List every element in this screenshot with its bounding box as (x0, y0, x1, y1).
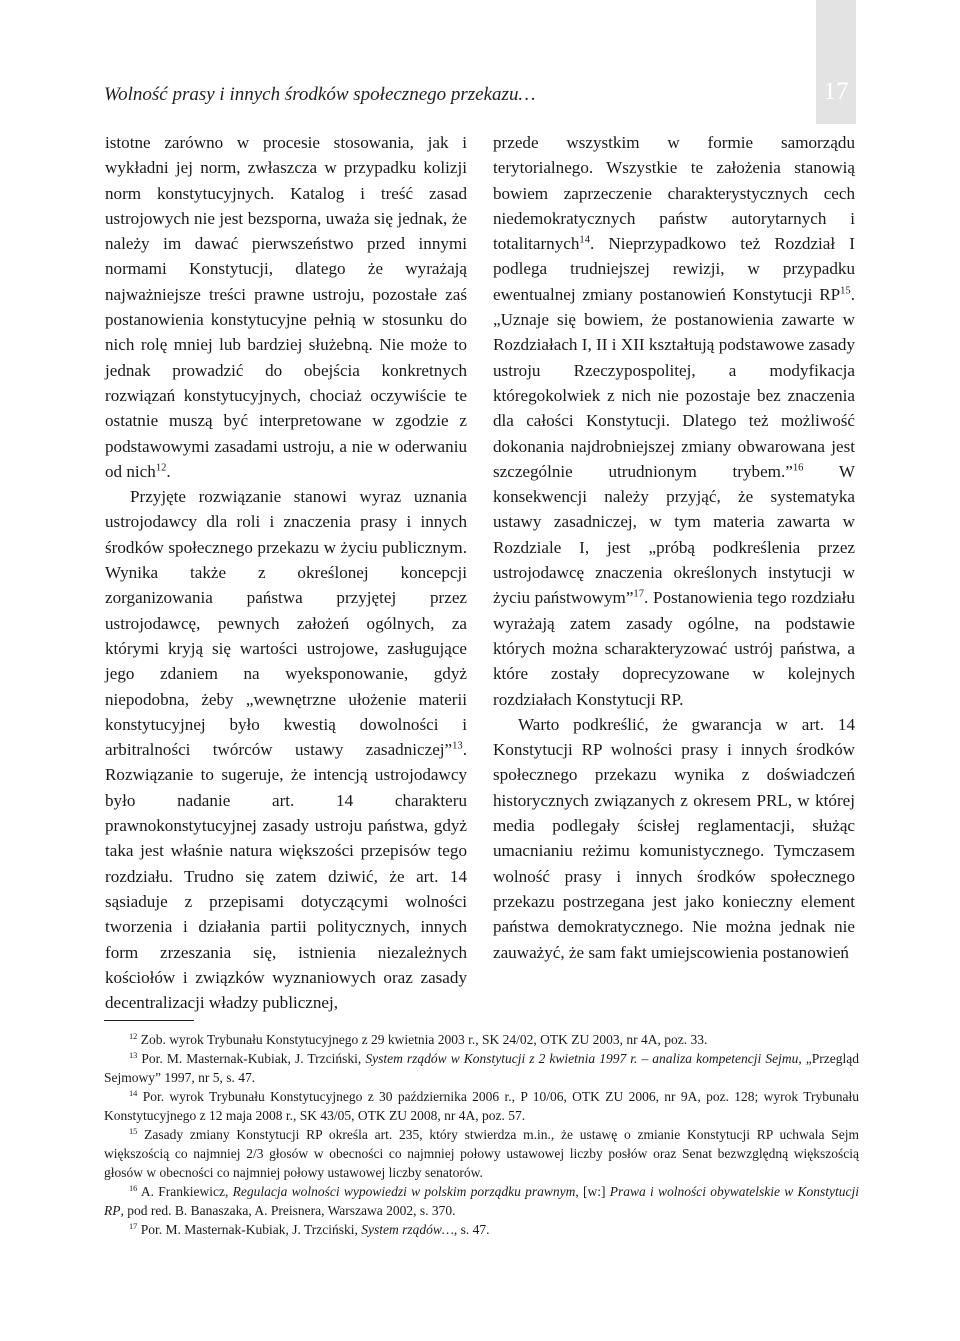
footnote-ref: 12 (155, 462, 167, 474)
running-header: Wolność prasy i innych środków społecznego przekazu… (104, 84, 536, 105)
italic-title: System rządów… (361, 1222, 454, 1237)
text-run: Por. M. Masternak-Kubiak, J. Trzciński, (137, 1051, 366, 1066)
text-run: , [w:] (575, 1184, 610, 1199)
text-run: Warto podkreślić, że gwarancja w art. 14 Konstytucji RP wolności prasy i innych środków społecznego przekazu wynika z doświadczeń historycznych związanych z okresem PRL, w której media podlegały ścisłej reglamentacji, służąc umacnianiu reżimu komunistycznego. Tymczasem wolność prasy i innych środków społecznego przekazu postrzegana jest jako konieczny element państwa demokratycznego. Nie można jednak nie zauważyć, że sam fakt umiejscowienia postanowień (493, 714, 855, 962)
footnote-number: 14 (129, 1088, 138, 1098)
text-run: , pod red. B. Banaszaka, A. Preisnera, Warszawa 2002, s. 370. (120, 1203, 456, 1218)
text-run: Por. wyrok Trybunału Konstytucyjnego z 30 października 2006 r., P 10/06, OTK ZU 2006, nr 9A, poz. 128; wyrok Trybunału Konstytucyjnego z 12 maja 2008 r., SK 43/05, OTK ZU 2008, nr 4A, poz. 57. (104, 1089, 859, 1123)
footnote-17 (104, 1220, 859, 1239)
paragraph (493, 130, 855, 712)
footnote-ref: 14 (579, 234, 590, 246)
text-run: przede wszystkim w formie samorządu terytorialnego. Wszystkie te założenia stanowią bowiem zaprzeczenie charakterystycznych cech niedemokratycznych państw autorytarnych i totalitarnych (493, 133, 855, 254)
footnote-16 (104, 1182, 859, 1220)
text-run: Przyjęte rozwiązanie stanowi wyraz uznania ustrojodawcy dla roli i znaczenia prasy i innych środków społecznego przekazu w życiu publicznym. Wynika także z określonej koncepcji zorganizowania państwa przyjętej przez ustrojodawcę, pewnych założeń ogólnych, za którymi kryją się wartości ustrojowe, zasługujące jego zdaniem na wyeksponowanie, gdyż niepodobna, żeby „wewnętrzne ułożenie materii konstytucyjnej było kwestią dowolności i arbitralności twórców ustawy zasadniczej” (105, 487, 467, 760)
left-column (105, 130, 467, 1015)
text-run: istotne zarówno w procesie stosowania, jak i wykładni jej norm, zwłaszcza w przypadku kolizji norm konstytucyjnych. Katalog i treść zasad ustrojowych nie jest bezsporna, uważa się jednak, że należy im dawać pierwszeństwo przed innymi normami Konstytucji, dlatego że wyrażają najważniejsze treści prawne ustroju, pozostałe zaś postanowienia konstytucyjne pełnią w stosunku do nich rolę mniej lub bardziej służebną. Nie może to jednak prowadzić do obejścia konkretnych rozwiązań konstytucyjnych, chociaż oczywiście te ostatnie muszą być interpretowane w zgodzie z podstawowymi zasadami ustroju, a nie w oderwaniu od nich (105, 133, 467, 481)
text-run: Por. M. Masternak-Kubiak, J. Trzciński, (137, 1222, 362, 1237)
footnote-ref: 15 (840, 285, 851, 297)
footnote-ref: 17 (633, 588, 645, 600)
paragraph (493, 712, 855, 965)
text-run: Zob. wyrok Trybunału Konstytucyjnego z 29 kwietnia 2003 r., SK 24/02, OTK ZU 2003, nr 4A, poz. 33. (137, 1032, 708, 1047)
footnote-number: 15 (129, 1126, 138, 1136)
italic-title: Regulacja wolności wypowiedzi w polskim porządku prawnym (232, 1184, 576, 1199)
text-run: . Nieprzypadkowo też Rozdział I podlega trudniejszej rewizji, w przypadku ewentualnej zmiany postanowień Konstytucji RP (493, 234, 855, 304)
text-run: A. Frankiewicz, (137, 1184, 233, 1199)
footnote-12 (104, 1030, 859, 1049)
text-run: , „Przegląd Sejmowy” 1997, nr 5, s. 47. (104, 1051, 859, 1085)
text-run: . (166, 461, 171, 481)
paragraph (105, 130, 467, 484)
footnote-number: 17 (129, 1221, 138, 1231)
footnote-number: 13 (129, 1050, 138, 1060)
text-run: W konsekwencji należy przyjąć, że systematyka ustawy zasadniczej, w tym materia zawarta w Rozdziale I, jest „próbą podkreślenia przez ustrojodawcę znaczenia określonych instytucji w życiu państwowym” (493, 461, 855, 608)
right-column (493, 130, 855, 965)
footnote-14 (104, 1087, 859, 1125)
paragraph (105, 484, 467, 1015)
footnote-number: 16 (129, 1183, 138, 1193)
footnote-ref: 16 (792, 462, 804, 474)
italic-title: Prawa i wolności obywatelskie w Konstytucji RP (104, 1184, 860, 1218)
footnote-ref: 13 (452, 740, 463, 752)
text-run: Zasady zmiany Konstytucji RP określa art. 235, który stwierdza m.in., że ustawę o zmianie Konstytucji RP uchwala Sejm większością co najmniej 2/3 głosów w obecności co najmniej połowy ustawowej liczby posłów oraz Senat bezwzględną większością głosów w obecności co najmniej połowy ustawowej liczby senatorów. (104, 1127, 859, 1180)
text-run: . „Uznaje się bowiem, że postanowienia zawarte w Rozdziałach I, II i XII kształtują podstawowe zasady ustroju Rzeczypospolitej, a modyfikacja któregokolwiek z nich nie pozostaje bez znaczenia dla całości Konstytucji. Dlatego też możliwość dokonania najdrobniejszej zmiany obwarowana jest szczególnie utrudnionym trybem.” (493, 284, 855, 481)
text-run: , s. 47. (453, 1222, 490, 1237)
footnote-divider (104, 1020, 194, 1021)
text-run: . Postanowienia tego rozdziału wyrażają zatem zasady ogólne, na podstawie których można scharakteryzować ustrój państwa, a które zostały doprecyzowane w kolejnych rozdziałach Konstytucji RP. (493, 588, 855, 709)
italic-title: System rządów w Konstytucji z 2 kwietnia 1997 r. – analiza kompetencji Sejmu (365, 1051, 799, 1066)
footnote-13 (104, 1049, 859, 1087)
footnote-number: 12 (129, 1031, 138, 1041)
footnote-15 (104, 1125, 859, 1182)
text-run: . Rozwiązanie to sugeruje, że intencją ustrojodawcy było nadanie art. 14 charakteru prawnokonstytucyjnej zasady ustroju państwa, gdyż taka jest właśnie natura większości przepisów tego rozdziału. Trudno się zatem dziwić, że art. 14 sąsiaduje z przepisami dotyczącymi wolności tworzenia i działania partii politycznych, innych form zrzeszania się, istnienia niezależnych kościołów i związków wyznaniowych oraz zasady decentralizacji władzy publicznej, (105, 740, 467, 1013)
page-number: 17 (823, 78, 849, 105)
footnotes (104, 1030, 859, 1239)
